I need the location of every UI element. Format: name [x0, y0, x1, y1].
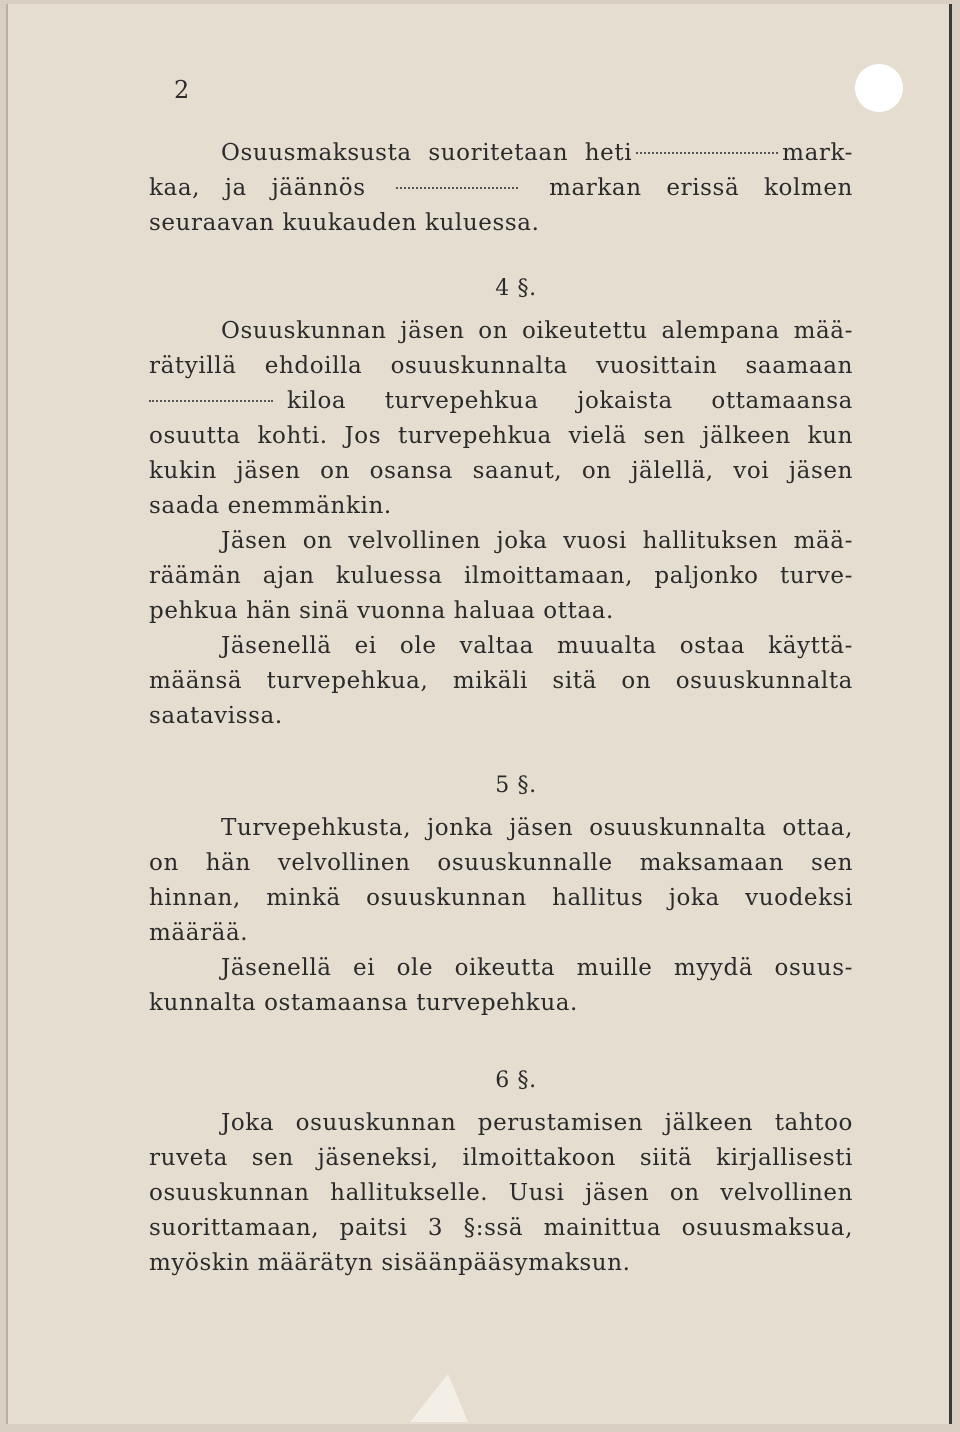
section-5-paragraph-1 — [149, 811, 853, 951]
text-line: seuraavan kuukauden kuluessa. — [149, 210, 540, 236]
text-line: määnsä turvepehkua, mikäli sitä on osuuskunnalta — [149, 668, 853, 694]
blank-fill-line — [149, 400, 273, 402]
text-line: hinnan, minkä osuuskunnan hallitus joka vuodeksi — [149, 885, 853, 911]
document-page — [6, 4, 952, 1424]
text-line: Joka osuuskunnan perustamisen jälkeen tahtoo — [221, 1110, 853, 1136]
text-line: Jäsenellä ei ole valtaa muualta ostaa käyttä- — [221, 633, 853, 659]
text-line: Jäsenellä ei ole oikeutta muille myydä osuus- — [221, 955, 853, 981]
text-line: rätyillä ehdoilla osuuskunnalta vuosittain saamaan — [149, 353, 853, 379]
section-4-paragraph-1 — [149, 314, 853, 524]
section-heading: 6 §. — [495, 1068, 537, 1093]
text-line: Turvepehkusta, jonka jäsen osuuskunnalta ottaa, — [221, 815, 853, 841]
document-body — [149, 136, 853, 1281]
text-line: kukin jäsen on osansa saanut, on jälellä, voi jäsen — [149, 458, 853, 484]
blank-fill-line — [396, 187, 518, 189]
text-line: saada enemmänkin. — [149, 493, 392, 519]
text-line: myöskin määrätyn sisäänpääsymaksun. — [149, 1250, 631, 1276]
section-6-paragraph-1 — [149, 1106, 853, 1281]
text-line: kiloa turvepehkua jokaista ottamaansa — [149, 384, 853, 419]
text-line: on hän velvollinen osuuskunnalle maksamaan sen — [149, 850, 853, 876]
page-number: 2 — [174, 76, 190, 104]
paper-tear-mark — [410, 1374, 468, 1422]
text-line: saatavissa. — [149, 703, 283, 729]
text-line: osuuskunnan hallitukselle. Uusi jäsen on velvollinen — [149, 1180, 853, 1206]
text-line: ruveta sen jäseneksi, ilmoittakoon siitä kirjallisesti — [149, 1145, 853, 1171]
text-line: pehkua hän sinä vuonna haluaa ottaa. — [149, 598, 614, 624]
text-line: suorittamaan, paitsi 3 §:ssä mainittua osuusmaksua, — [149, 1215, 853, 1241]
section-heading: 5 §. — [495, 773, 537, 798]
section-4-paragraph-2 — [149, 524, 853, 629]
text-line: Jäsen on velvollinen joka vuosi hallituksen mää- — [221, 528, 853, 554]
text-line: Osuusmaksusta suoritetaan heti mark- — [221, 140, 853, 166]
text-line: määrää. — [149, 920, 249, 946]
blank-fill-line — [636, 152, 778, 154]
section-4-paragraph-3 — [149, 629, 853, 734]
text-line: räämän ajan kuluessa ilmoittamaan, paljonko turve- — [149, 563, 853, 589]
section-3-continuation — [149, 136, 853, 241]
text-line: osuutta kohti. Jos turvepehkua vielä sen jälkeen kun — [149, 423, 853, 449]
text-line: Osuuskunnan jäsen on oikeutettu alempana mää- — [221, 318, 853, 344]
section-heading: 4 §. — [495, 276, 537, 301]
text-line: kunnalta ostamaansa turvepehkua. — [149, 990, 578, 1016]
punch-hole — [855, 64, 903, 112]
text-line: kaa, ja jäännös markan erissä kolmen — [149, 175, 853, 201]
section-5-paragraph-2 — [149, 951, 853, 1021]
